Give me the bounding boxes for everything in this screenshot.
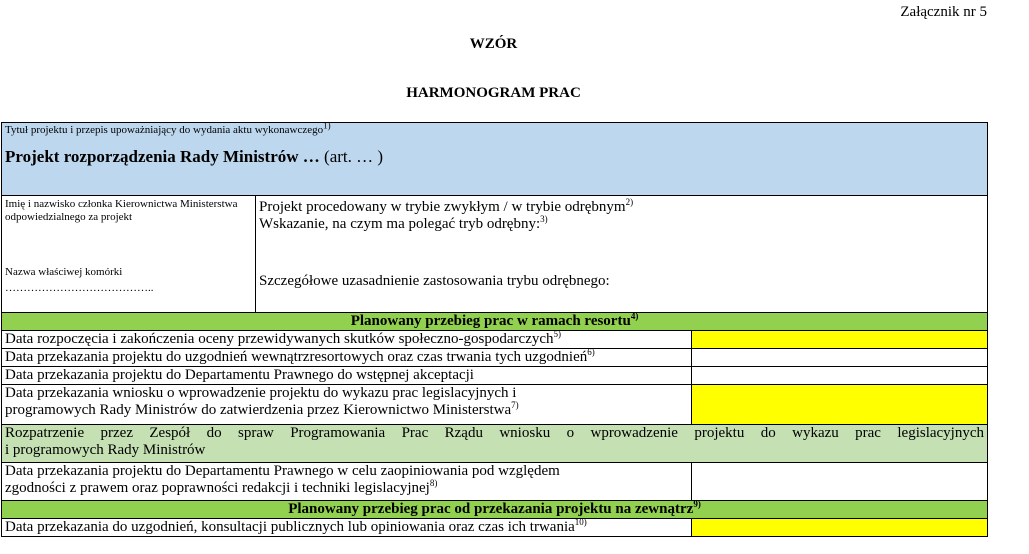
procedure-mode-text: Projekt procedowany w trybie zwykłym / w trybie odrębnym$^{2)}$ — [259, 197, 634, 215]
project-title-label: Tytuł projektu i przepis upoważniający do wydania aktu wykonawczego$^{1)}$ — [5, 120, 331, 136]
table-row — [2, 385, 988, 425]
row-label: Data przekazania projektu do Departamentu Prawnego do wstępnej akceptacji — [2, 367, 692, 385]
table-row — [2, 349, 988, 367]
date-cell[interactable] — [692, 331, 988, 349]
date-cell[interactable] — [692, 519, 988, 537]
date-cell[interactable] — [692, 349, 988, 367]
table-row — [2, 463, 988, 501]
procedure-cell — [256, 196, 988, 313]
unit-dots: ………………………………….. — [5, 282, 154, 294]
section-header-ministry — [2, 313, 988, 331]
section-header-external — [2, 501, 988, 519]
project-title-row — [2, 123, 988, 196]
procedure-indication-text: Wskazanie, na czym ma polegać tryb odrębny:$^{3)}$ — [259, 214, 548, 232]
table-row — [2, 425, 988, 463]
section-ministry-label: Planowany przebieg prac w ramach resortu$^{4)}$ — [2, 313, 988, 331]
schedule-table — [1, 122, 988, 537]
template-label: WZÓR — [469, 36, 518, 52]
person-procedure-row — [2, 196, 988, 313]
procedure-justification-text: Szczegółowe uzasadnienie zastosowania trybu odrębnego: — [259, 273, 610, 289]
table-row — [2, 519, 988, 537]
document-title: HARMONOGRAM PRAC — [406, 85, 581, 101]
row-label: Data przekazania do uzgodnień, konsultacji publicznych lub opiniowania oraz czas ich trwania$^{10)}$ — [2, 519, 692, 537]
date-cell[interactable] — [692, 463, 988, 501]
annex-label: Załącznik nr 5 — [900, 4, 987, 20]
member-label: Imię i nazwisko członka Kierownictwa Ministerstwa odpowiedzialnego za projekt — [5, 198, 238, 223]
project-name: Projekt rozporządzenia Rady Ministrów … (art. … ) — [5, 147, 384, 166]
table-row — [2, 367, 988, 385]
date-cell[interactable] — [692, 367, 988, 385]
table-row — [2, 331, 988, 349]
person-cell — [2, 196, 256, 313]
row-label: Rozpatrzenie przez Zespół do spraw Programowania Prac Rządu wniosku o wprowadzenie projektu do wykazu prac legislacyjnych i programowych Rady Ministrów — [2, 425, 988, 463]
section-external-label: Planowany przebieg prac od przekazania projektu na zewnątrz$^{9)}$ — [2, 501, 988, 519]
row-label: Data przekazania projektu do uzgodnień wewnątrzresortowych oraz czas trwania tych uzgodnień$^{6)}$ — [2, 349, 692, 367]
row-label: Data przekazania projektu do Departamentu Prawnego w celu zaopiniowania pod względem zgodności z prawem oraz poprawności redakcji i techniki legislacyjnej$^{8)}$ — [2, 463, 692, 501]
row-label: Data rozpoczęcia i zakończenia oceny przewidywanych skutków społeczno-gospodarczych$^{5)}$ — [2, 331, 692, 349]
row-label: Data przekazania wniosku o wprowadzenie projektu do wykazu prac legislacyjnych i programowych Rady Ministrów do zatwierdzenia przez Kierownictwo Ministerstwa$^{7)}$ — [2, 385, 692, 425]
date-cell[interactable] — [692, 385, 988, 425]
unit-label: Nazwa właściwej komórki — [5, 266, 123, 278]
project-title-cell — [2, 120, 988, 196]
